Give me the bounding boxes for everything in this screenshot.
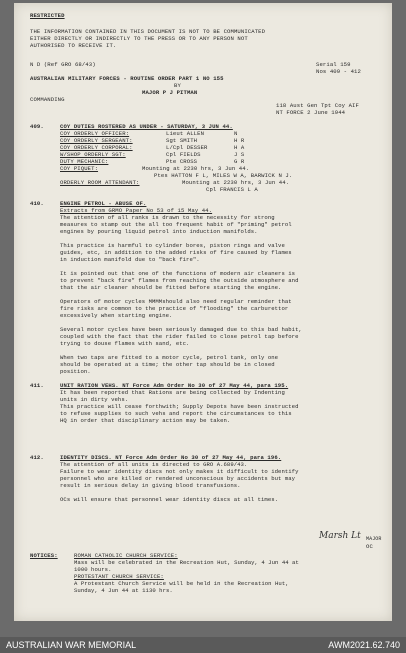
- duty-mark: N: [234, 130, 238, 137]
- section-410-extract: Extracts from GRMO Paper No 53 of 15 May 44.: [60, 207, 213, 214]
- duty-name: Lieut ALLEN: [166, 130, 205, 137]
- section-412-heading: IDENTITY DISCS. NT Force Adm Order No 30 of 27 May 44, para 196.: [60, 454, 282, 461]
- footer-bar: [0, 637, 406, 653]
- rc-service-heading: ROMAN CATHOLIC CHURCH SERVICE:: [74, 552, 178, 559]
- paragraph-line: HQ in order that disciplinary action may be taken.: [60, 417, 231, 424]
- duty-name: Pte CROSS: [166, 158, 198, 165]
- paragraph-line: guides, etc, in addition to the added risks of fire caused by flames: [60, 249, 292, 256]
- section-410-heading: ENGINE PETROL - ABUSE OF.: [60, 200, 147, 207]
- unit-date: NT FORCE 2 June 1944: [276, 109, 346, 116]
- protestant-service-line: Sunday, 4 Jun 44 at 1130 hrs.: [74, 587, 173, 594]
- footer-catalogue-id: AWM2021.62.740: [328, 640, 400, 650]
- paragraph-line: excessively when starting engine.: [60, 312, 173, 319]
- section-411-number: 411.: [30, 382, 44, 389]
- notice-line-1: THE INFORMATION CONTAINED IN THIS DOCUMENT IS NOT TO BE COMMUNICATED: [30, 28, 266, 35]
- duty-mark: H A: [234, 144, 245, 151]
- duty-name: Cpl FIELDS: [166, 151, 201, 158]
- notices-label: NOTICES:: [30, 552, 58, 559]
- document-page: [14, 3, 392, 621]
- section-411-heading: UNIT RATION VEHS. NT Force Adm Order No 30 of 27 May 44, para 195.: [60, 382, 289, 389]
- section-410-number: 410.: [30, 200, 44, 207]
- unit-name: 118 Aust Gen Tpt Coy AIF: [276, 102, 359, 109]
- rc-service-line: Mass will be celebrated in the Recreation Hut, Sunday, 4 Jun 44 at: [74, 559, 299, 566]
- paragraph-line: to prevent "back fire" flames from reaching the outside atmosphere and: [60, 277, 299, 284]
- paragraph-line: fire risks are common to the practice of "flooding" the carburettor: [60, 305, 289, 312]
- protestant-service-heading: PROTESTANT CHURCH SERVICE:: [74, 573, 164, 580]
- paragraph-line: This practice is harmful to cylinder bores, piston rings and valve: [60, 242, 285, 249]
- paragraph-line: It is pointed out that one of the functions of modern air cleaners is: [60, 270, 296, 277]
- duty-name: Sgt SMITH: [166, 137, 198, 144]
- paragraph-line: Several motor cycles have been seriously damaged due to this bad habit,: [60, 326, 302, 333]
- duty-label: COY ORDERLY SERGEANT:: [60, 137, 133, 144]
- paragraph-line: that the air cleaner should be fitted before starting the engine.: [60, 284, 282, 291]
- signature: Marsh Lt: [319, 531, 361, 541]
- paragraph-line: trying to douse flames with sand, etc.: [60, 340, 190, 347]
- rc-service-line: 1000 hours.: [74, 566, 112, 573]
- orderly-room-time: Mounting at 2230 hrs, 3 Jun 44.: [182, 179, 290, 186]
- duty-label: DUTY MECHANIC:: [60, 158, 109, 165]
- paragraph-line: The attention of all units is directed to GRO A.689/43.: [60, 461, 248, 468]
- order-title: AUSTRALIAN MILITARY FORCES - ROUTINE ORDER PART 1 NO 155: [30, 75, 224, 82]
- paragraph-line: When two taps are fitted to a motor cycle, petrol tank, only one: [60, 354, 279, 361]
- duty-label: COY ORDERLY OFFICER:: [60, 130, 130, 137]
- signature-role: OC: [366, 543, 373, 550]
- section-412-number: 412.: [30, 454, 44, 461]
- section-409-heading: COY DUTIES ROSTERED AS UNDER - SATURDAY, 3 JUN 44.: [60, 123, 233, 130]
- paragraph-line: Operators of motor cycles MMMMshould also need regular reminder that: [60, 298, 292, 305]
- paragraph-line: to refuse supplies to such vehs and report the circumstances to this: [60, 410, 292, 417]
- paragraph-line: position.: [60, 368, 91, 375]
- orderly-room-label: ORDERLY ROOM ATTENDANT:: [60, 179, 140, 186]
- paragraph-line: in induction manifold due to "back fire".: [60, 256, 200, 263]
- duty-label: COY ORDERLY CORPORAL:: [60, 144, 133, 151]
- duty-mark: J S: [234, 151, 245, 158]
- duty-name: L/Cpl DESSER: [166, 144, 208, 151]
- serial-number: Serial 159: [316, 61, 351, 68]
- orderly-room-name: Cpl FRANCIS L A: [206, 186, 258, 193]
- paragraph-line: The attention of all ranks is drawn to the necessity for strong: [60, 214, 275, 221]
- paragraph-line: OCs will ensure that personnel wear identity discs at all times.: [60, 496, 279, 503]
- paragraph-line: measures to stamp out the all too frequent habit of "priming" petrol: [60, 221, 292, 228]
- reference: N D (Ref GRO 68/43): [30, 61, 96, 68]
- paragraph-line: This practice will cease forthwith; Supply Depots have been instructed: [60, 403, 299, 410]
- order-numbers: Nos 409 - 412: [316, 68, 361, 75]
- notice-line-3: AUTHORISED TO RECEIVE IT.: [30, 42, 117, 49]
- paragraph-line: units in dirty vehs.: [60, 396, 129, 403]
- paragraph-line: result in serious delay in giving blood transfusions.: [60, 482, 241, 489]
- paragraph-line: coupled with the fact that the rider failed to close petrol tap before: [60, 333, 299, 340]
- piquet-names: Ptes HATTON F L, MILES W A, BARWICK N J.: [154, 172, 293, 179]
- section-409-number: 409.: [30, 123, 44, 130]
- paragraph-line: It has been reported that Rations are being collected by Indenting: [60, 389, 285, 396]
- restricted-title: RESTRICTED: [30, 12, 65, 19]
- notice-line-2: EITHER DIRECTLY OR INDIRECTLY TO THE PRESS OR TO ANY PERSON NOT: [30, 35, 248, 42]
- piquet-time: Mounting at 2230 hrs, 3 Jun 44.: [142, 165, 250, 172]
- piquet-label: COY PIQUET:: [60, 165, 99, 172]
- duty-mark: H R: [234, 137, 245, 144]
- protestant-service-line: A Protestant Church Service will be held in the Recreation Hut,: [74, 580, 289, 587]
- duty-label: W/SHOP ORDERLY SGT:: [60, 151, 126, 158]
- paragraph-line: personnel who are killed or rendered unconscious by accidents but may: [60, 475, 296, 482]
- signature-rank: MAJOR: [366, 536, 382, 542]
- duty-mark: G R: [234, 158, 245, 165]
- paragraph-line: Failure to wear identity discs not only makes it difficult to identify: [60, 468, 299, 475]
- footer-institution: AUSTRALIAN WAR MEMORIAL: [6, 640, 137, 650]
- commanding-label: COMMANDING: [30, 96, 65, 103]
- commander-name: MAJOR P J PITMAN: [142, 89, 198, 96]
- paragraph-line: engines by pouring liquid petrol into induction manifolds.: [60, 228, 258, 235]
- paragraph-line: should be operated at a time; the other tap should be in closed: [60, 361, 275, 368]
- by-line: BY: [174, 82, 181, 89]
